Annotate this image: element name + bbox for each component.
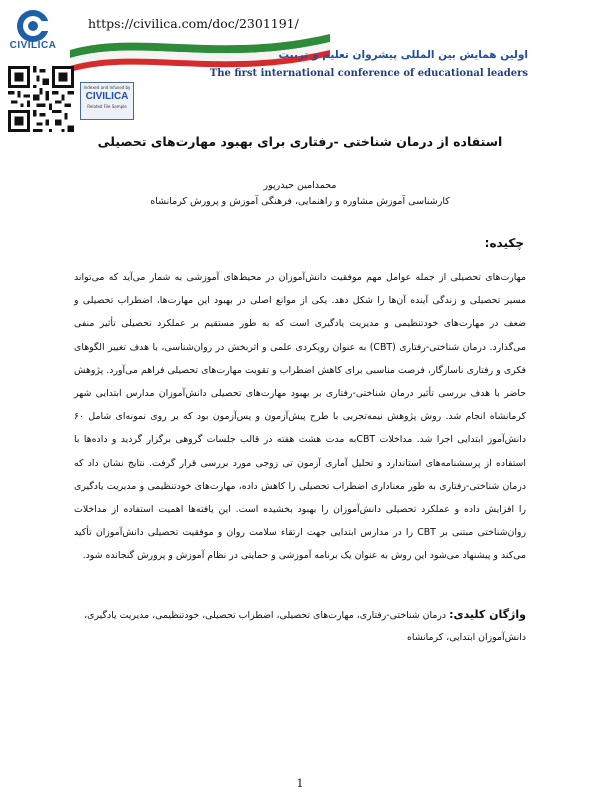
paper-title: استفاده از درمان شناختی -رفتاری برای بهبود مهارت‌های تحصیلی (97, 134, 503, 149)
badge-subcaption: Related File Sample (87, 104, 127, 109)
badge-title: CIVILICA (85, 91, 129, 102)
qr-code-icon[interactable] (8, 66, 74, 132)
document-url-link[interactable]: https://civilica.com/doc/2301191/ (88, 16, 299, 31)
civilica-index-badge[interactable] (80, 82, 134, 120)
author-name: محمدامین حیدرپور (263, 180, 337, 191)
author-affiliation: کارشناسی آموزش مشاوره و راهنمایی، فرهنگی آموزش و پرورش کرمانشاه (150, 196, 450, 207)
conference-title-en: The first international conference of educational leaders (209, 68, 528, 79)
keywords-list: درمان شناختی-رفتاری، مهارت‌های تحصیلی، اضطراب تحصیلی، خودتنظیمی، مدیریت یادگیری، دانش‌آموزان ابتدایی، کرمانشاه (84, 610, 526, 643)
badge-caption: Indexed and Infused by (83, 85, 131, 90)
abstract-heading: چکیده: (484, 236, 524, 250)
conference-title-fa: اولین همایش بین المللی پیشروان تعلیم و تربیت (278, 49, 528, 61)
page-number: 1 (296, 777, 304, 790)
abstract-body: مهارت‌های تحصیلی از جمله عوامل مهم موفقیت دانش‌آموزان در محیط‌های آموزشی به شمار می‌آید که می‌تواند مسیر تحصیلی و زندگی آینده آن‌ها را شکل دهد. یکی از موانع اصلی در بهبود این مهارت‌ها، اضطراب تحصیلی و ضعف در مهارت‌های خودتنظیمی و مدیریت یادگیری است که به طور مستقیم بر عملکرد تحصیلی تأثیر منفی می‌گذارد. درمان شناختی-رفتاری (CBT) به عنوان رویکردی علمی و اثربخش در روان‌شناسی، با هدف تغییر الگوهای فکری و رفتاری ناسازگار، فرصت مناسبی برای کاهش اضطراب و تقویت مهارت‌های تحصیلی فراهم می‌آورد. پژوهش حاضر با هدف بررسی تأثیر درمان شناختی-رفتاری بر بهبود مهارت‌های تحصیلی دانش‌آموزان مدارس ابتدایی شهر کرمانشاه انجام شد. روش پژوهش نیمه‌تجربی با طرح پیش‌آزمون و پس‌آزمون بود که بر روی نمونه‌ای شامل ۶۰ دانش‌آموز ابتدایی اجرا شد. مداخلات CBTبه مدت هشت هفته در قالب جلسات گروهی برگزار گردید و داده‌ها با استفاده از پرسشنامه‌های استاندارد و تحلیل آماری آزمون تی زوجی مورد بررسی قرار گرفت. نتایج نشان داد که درمان شناختی-رفتاری به طور معناداری اضطراب تحصیلی را کاهش داده، مهارت‌های خودتنظیمی و مدیریت یادگیری را افزایش داده و عملکرد تحصیلی دانش‌آموزان را بهبود بخشیده است. این یافته‌ها اهمیت استفاده از مداخلات روان‌شناختی مبتنی بر CBT را در مدارس ابتدایی جهت ارتقاء سلامت روان و موفقیت تحصیلی دانش‌آموزان تأکید می‌کند و پیشنهاد می‌شود این روش به عنوان یک برنامه آموزشی و حمایتی در نظام آموزش و پرورش گنجانده شود. (74, 272, 526, 562)
keywords-label: واژگان کلیدی: (449, 608, 526, 621)
civilica-logo-icon[interactable] (4, 4, 62, 62)
keywords-paragraph (74, 604, 526, 649)
logo-text: CIVILICA (9, 40, 57, 51)
